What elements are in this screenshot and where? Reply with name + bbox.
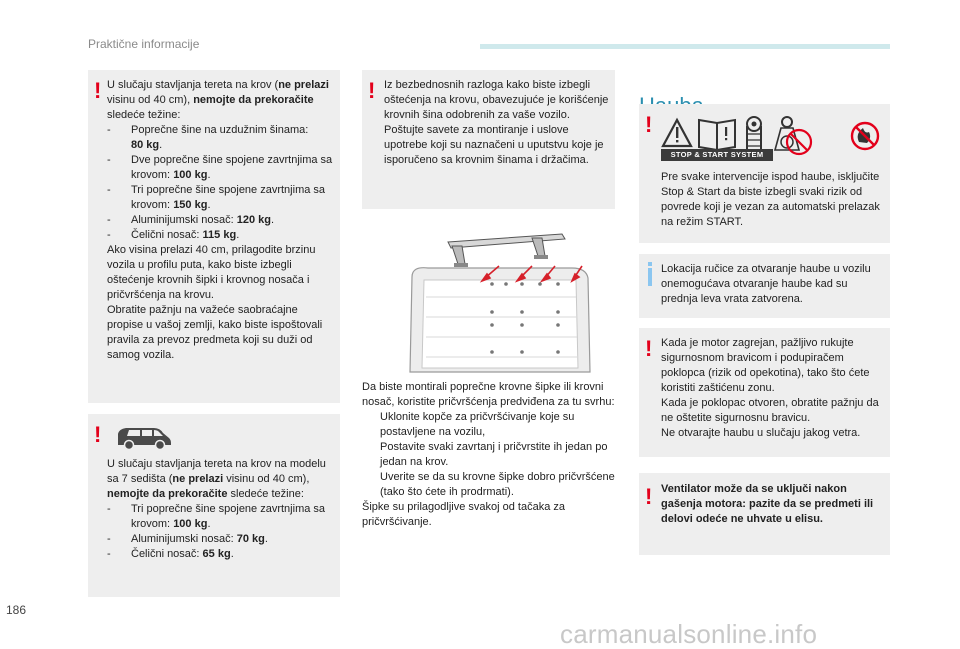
list-item: - Aluminijumski nosač: 120 kg. xyxy=(107,214,275,226)
mounting-instructions: Da biste montirali poprečne krovne šipke ili krovni nosač, koristite pričvršćenja predviđena za tu svrhu: Uklonite kopče za pričvršćivanje koje su postavljene na vozilu, Postavite svaki zavrtanj i pričvrstite ih jedan po jedan na krov. Uverite se da su krovne šipke dobro pričvršćene (tako što ćete ih prodrmati). Šipke su prilagodljive svakoj od tačaka za pričvršćivanje. xyxy=(362,380,617,530)
list-item: - Čelični nosač: 115 kg. xyxy=(107,229,240,241)
list-item: - Dve poprečne šine spojene zavrtnjima sa krovom: 100 kg. xyxy=(107,154,333,181)
fan-warning-text: Ventilator može da se uključi nakon gašenja motora: pazite da se predmeti ili delovi odeće ne uhvate u elisu. xyxy=(661,483,874,525)
page-number: 186 xyxy=(6,603,27,617)
warning-icon: ! xyxy=(645,484,653,509)
stop-start-badge: STOP & START SYSTEM xyxy=(661,149,773,161)
hot-engine-text: Kada je motor zagrejan, pažljivo rukujte sigurnosnom bravicom i podupiračem poklopca (rizik od opekotina), tako što ćete koristiti zaštićenu zonu. Kada je poklopac otvoren, obratite pažnju da ne oštetite sigurnosnu bravicu. Ne otvarajte haubu u slučaju jakog vetra. xyxy=(661,337,879,439)
list-item: - Poprečne šine na uzdužnim šinama: 80 kg. xyxy=(107,124,309,151)
running-header: Praktične informacije xyxy=(88,37,200,51)
list-item: - Tri poprečne šine spojene zavrtnjima sa krovom: 100 kg. xyxy=(107,503,326,530)
roof-bars-illustration xyxy=(372,222,602,380)
warning-icon: ! xyxy=(94,422,102,447)
roof-bar-icon xyxy=(448,234,565,267)
roof-load-text: U slučaju stavljanja tereta na krov (ne prelazi visinu od 40 cm), nemojte da prekoračite sledeće težine: - Poprečne šine na uzdužnim šinama: 80 kg. - Dve poprečne šine spojene zavrtnjima sa krovom: 100 kg. - Tri poprečne šine spojene zavrtnjima sa krovom: 150 kg. - Aluminijumski nosač: 120 kg. - Čelični nosač: 115 kg. Ako visina prelazi 40 cm, prilagodite brzinu vozila u profilu puta, kako biste izbegli oštećenje krovnih šipki i krovnog nosača i pričvršćenja na krovu. Obratite pažnju na važeće saobraćajne propise u vašoj zemlji, kako biste ispoštovali pravila za prevoz predmeta koji su duži od samog vozila. xyxy=(107,78,335,363)
stop-start-text: Pre svake intervencije ispod haube, isključite Stop & Start da biste izbegli svaki rizik od povrede koji je vezan za automatski prelazak na režim START. xyxy=(661,171,880,228)
warning-icon: ! xyxy=(94,78,102,103)
belt-pulley-icon xyxy=(747,117,761,150)
warning-triangle-icon xyxy=(663,120,691,146)
header-bar xyxy=(480,44,890,49)
list-item: Uklonite kopče za pričvršćivanje koje su postavljene na vozilu, xyxy=(380,411,575,438)
list-item: - Čelični nosač: 65 kg. xyxy=(107,548,234,560)
warning-icon: ! xyxy=(368,78,376,103)
list-item: Postavite svaki zavrtanj i pričvrstite ih jedan po jedan na krov. xyxy=(380,441,608,468)
hood-lever-text: Lokacija ručice za otvaranje haube u vozilu onemogućava otvaranje haube kad su prednja leva vrata zatvorena. xyxy=(661,263,871,305)
fan-hazard-icon xyxy=(775,117,811,154)
info-icon xyxy=(648,268,652,286)
warning-icon: ! xyxy=(645,112,653,137)
seven-seat-text: U slučaju stavljanja tereta na krov na modelu sa 7 sedišta (ne prelazi visinu od 40 cm), nemojte da prekoračite sledeće težine: - Tri poprečne šine spojene zavrtnjima sa krovom: 100 kg. - Aluminijumski nosač: 70 kg. - Čelični nosač: 65 kg. xyxy=(107,457,335,562)
list-item: - Aluminijumski nosač: 70 kg. xyxy=(107,533,268,545)
warning-icon: ! xyxy=(645,336,653,361)
watermark: carmanualsonline.info xyxy=(560,619,818,649)
van-side-icon xyxy=(114,425,172,451)
manual-book-icon xyxy=(699,120,735,150)
list-item: - Tri poprečne šine spojene zavrtnjima sa krovom: 150 kg. xyxy=(107,184,326,211)
vehicle-top-view-icon xyxy=(410,268,590,372)
no-flame-icon xyxy=(852,123,878,149)
roof-rails-safety-text: Iz bezbednosnih razloga kako biste izbegli oštećenja na krovu, obavezujuće je korišćenje krovnih šina odobrenih za vaše vozilo. Poštujte savete za montiranje i uslove upotrebe koji su naznačeni u uputstvu koje je isporučeno sa krovnim šinama i držačima. xyxy=(384,79,609,166)
list-item: Uverite se da su krovne šipke dobro pričvršćene (tako što ćete ih prodrmati). xyxy=(380,471,615,498)
